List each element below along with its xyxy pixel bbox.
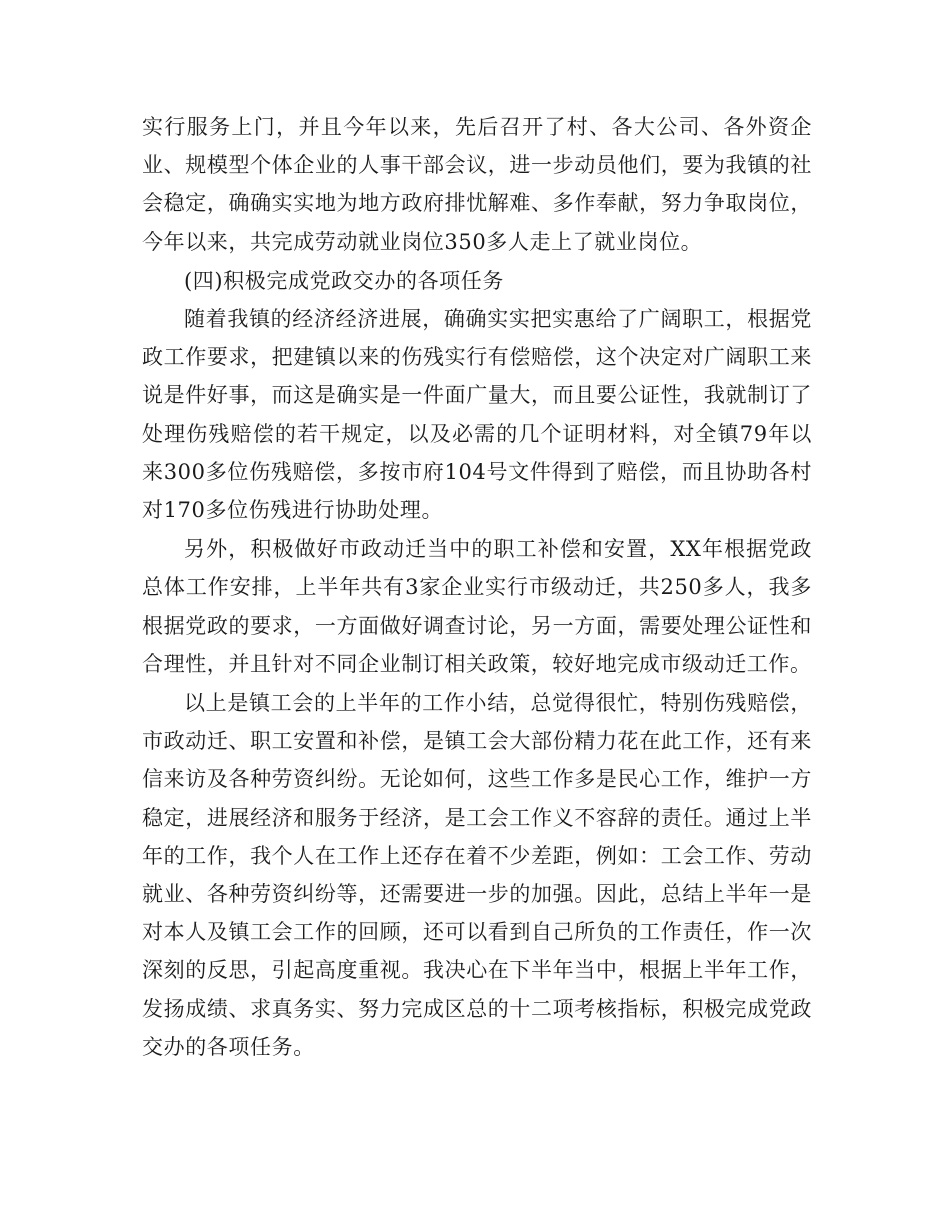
paragraph-injury-compensation: 随着我镇的经济经济进展，确确实实把实惠给了广阔职工，根据党政工作要求，把建镇以来的伤残实行有偿赔偿，这个决定对广阔职工来说是件好事，而这是确实是一件面广量大，而且要公证性，我就制订了处理伤残赔偿的若干规定，以及必需的几个证明材料，对全镇79年以来300多位伤残赔偿，多按市府104号文件得到了赔偿，而且协助各村对170多位伤残进行协助处理。: [142, 307, 812, 523]
paragraph-employment-summary: 实行服务上门，并且今年以来，先后召开了村、各大公司、各外资企业、规模型个体企业的人事干部会议，进一步动员他们，要为我镇的社会稳定，确确实实地为地方政府排忧解难、多作奉献，努力争取岗位，今年以来，共完成劳动就业岗位350多人走上了就业岗位。: [142, 115, 812, 254]
paragraph-conclusion: 以上是镇工会的上半年的工作小结，总觉得很忙，特别伤残赔偿，市政动迁、职工安置和补偿，是镇工会大部份精力花在此工作，还有来信来访及各种劳资纠纷。无论如何，这些工作多是民心工作，维护一方稳定，进展经济和服务于经济，是工会工作义不容辞的责任。通过上半年的工作，我个人在工作上还存在着不少差距，例如：工会工作、劳动就业、各种劳资纠纷等，还需要进一步的加强。因此，总结上半年一是对本人及镇工会工作的回顾，还可以看到自己所负的工作责任，作一次深刻的反思，引起高度重视。我决心在下半年当中，根据上半年工作，发扬成绩、求真务实、努力完成区总的十二项考核指标，积极完成党政交办的各项任务。: [142, 691, 812, 1059]
document-body: [142, 108, 812, 1067]
paragraph-relocation: 另外，积极做好市政动迁当中的职工补偿和安置，XX年根据党政总体工作安排，上半年共有3家企业实行市级动迁，共250多人，我多根据党政的要求，一方面做好调查讨论，另一方面，需要处理公证性和合理性，并且针对不同企业制订相关政策，较好地完成市级动迁工作。: [142, 537, 812, 676]
section-heading-4: (四)积极完成党政交办的各项任务: [184, 268, 504, 293]
